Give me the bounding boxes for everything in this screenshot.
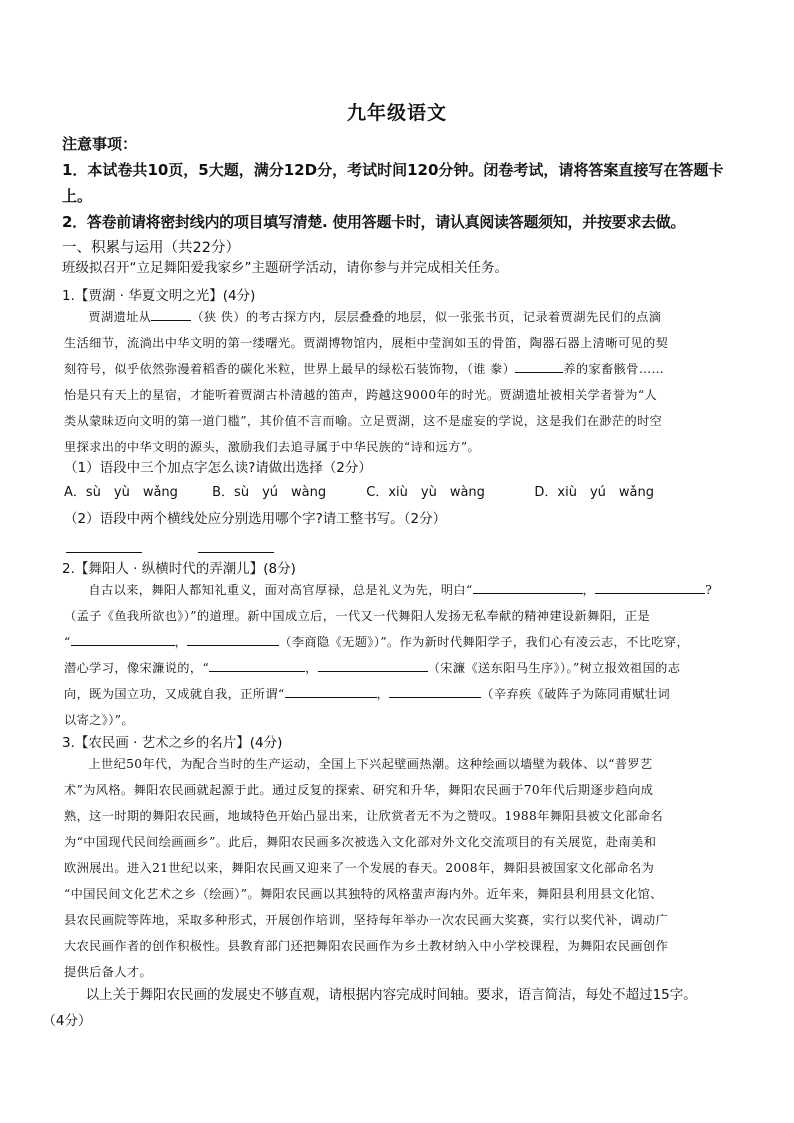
passage-text: 刻符号，似乎依然弥漫着稻香的碳化米粒，世界上最早的绿松石装饰物，（谁 豢） (64, 362, 516, 376)
question-2-passage (64, 577, 730, 733)
question-2-label: 2.【舞阳人 · 纵横时代的弄潮儿】(8分) (62, 561, 296, 577)
passage-text: （狭 佚）的考古探方内，层层叠叠的地层，似一张张书页，记录着贾湖先民们的点滴 (191, 310, 662, 324)
passage-text: “ (64, 635, 71, 649)
passage-text: 上世纪50年代，为配合当时的生产运动，全国上下兴起壁画热潮。这种绘画以墙壁为载体、以“普罗艺 (88, 757, 653, 771)
fill-blank[interactable] (595, 581, 705, 594)
passage-text: （孟子《鱼我所欲也》）”的道理。新中国成立后，一代又一代舞阳人发扬无私奉献的精神建设新舞阳，正是 (64, 609, 651, 623)
passage-text: 欧洲展出。进入21世纪以来，舞阳农民画又迎来了一个发展的春天。2008年，舞阳县被国家文化部命名为 (64, 861, 655, 875)
passage-text: 以寄之》）”。 (64, 713, 134, 727)
option-b[interactable]: B．sù yú wàng (212, 485, 327, 500)
passage-text: 怡是只有天上的星宿，才能听着贾湖古朴清越的笛声，跨越这9000年的时光。贾湖遗址被相关学者誉为“人 (64, 388, 658, 402)
option-a[interactable]: A．sù yù wǎng (64, 485, 178, 500)
passage-text: “中国民间文化艺术之乡（绘画）”。舞阳农民画以其独特的风格蜚声海内外。近年来，舞阳县利用县文化馆、 (64, 887, 663, 901)
question-1-sub-1: （1）语段中三个加点字怎么读?请做出选择（2分） (64, 460, 372, 476)
passage-text: 养的家畜骸骨…… (563, 362, 665, 376)
question-3-label: 3.【农民画 · 艺术之乡的名片】(4分) (62, 735, 283, 751)
fill-blank[interactable] (473, 581, 583, 594)
passage-text: 县农民画院等阵地，采取多种形式，开展创作培训，坚持每年举办一次农民画大奖赛，实行以奖代补，调动广 (64, 913, 669, 927)
passage-text: 为“中国现代民间绘画画乡”。此后，舞阳农民画多次被选入文化部对外文化交流项目的有关展览，赴南美和 (64, 835, 657, 849)
answer-line[interactable] (198, 552, 274, 553)
passage-text: （辛弃疾《破阵子为陈同甫赋壮词 (481, 687, 671, 701)
passage-text: 熟，这一时期的舞阳农民画，地域特色开始凸显出来，让欣赏者无不为之赞叹。1988年舞阳县被文化部命名 (64, 809, 664, 823)
question-1-options (64, 481, 684, 500)
passage-text: 大农民画作者的创作积极性。县教育部门还把舞阳农民画作为乡土教材纳入中小学校课程，为舞阳农民画创作 (64, 939, 669, 953)
passage-text: （李商隐《无题》）”。作为新时代舞阳学子，我们心有凌云志，不比吃穿， (279, 635, 690, 649)
question-1-sub-2: （2）语段中两个横线处应分别选用哪个字?请工整书写。（2分） (64, 511, 447, 527)
passage-text: ， (174, 635, 188, 649)
question-1-passage (64, 304, 730, 460)
task-text: 以上关于舞阳农民画的发展史不够直观，请根据内容完成时间轴。要求，语言简洁，每处不超过15字。 (85, 987, 697, 1003)
fill-blank[interactable] (71, 633, 175, 646)
question-3-task (42, 982, 744, 1034)
passage-text: 术”为风格。舞阳农民画就起源于此。通过反复的探索、研究和升华，舞阳农民画于70年代后期逐步趋向成 (64, 783, 654, 797)
question-3-passage (64, 751, 730, 985)
fill-blank[interactable] (515, 360, 563, 373)
fill-blank[interactable] (285, 685, 377, 698)
passage-text: 类从蒙昧迈向文明的第一道门槛”，其价值不言而喻。立足贾湖，这不是虚妄的学说，这是我们在渺茫的时空 (64, 414, 663, 428)
passage-text: 自古以来，舞阳人都知礼重义，面对高官厚禄，总是礼义为先，明白“ (88, 583, 473, 597)
passage-text: ， (305, 661, 318, 675)
passage-text: ? (705, 583, 713, 597)
passage-text: （宋濂《送东阳马生序》）。”树立报效祖国的志 (427, 661, 681, 675)
passage-text: 潜心学习，像宋濂说的，“ (64, 661, 210, 675)
fill-blank[interactable] (209, 659, 305, 672)
passage-text: 向，既为国立功，又成就自我，正所谓“ (64, 687, 285, 701)
exam-notes (62, 131, 742, 261)
activity-intro: 班级拟召开“立足舞阳爱我家乡”主题研学活动，请你参与并完成相关任务。 (62, 260, 508, 276)
fill-blank[interactable] (151, 308, 191, 321)
notes-item-2: 2．答卷前请将密封线内的项目填写清楚. 使用答题卡时，请认真阅读答题须知，并按要求去做。 (62, 213, 686, 231)
section-heading-1: 一、积累与运用（共22分） (62, 240, 240, 256)
passage-text: ， (582, 583, 596, 597)
passage-text: 里探求出的中华文明的源头，激励我们去追寻属于中华民族的“诗和远方”。 (64, 440, 481, 454)
answer-lines (66, 538, 330, 557)
passage-text: ， (376, 687, 390, 701)
option-d[interactable]: D．xiù yú wǎng (534, 485, 654, 500)
notes-item-1: 1．本试卷共10页，5大题，满分12D分，考试时间120分钟。闭卷考试，请将答案直接写在答题卡上。 (62, 161, 724, 205)
task-score: （4分） (42, 1013, 92, 1029)
notes-heading: 注意事项： (62, 135, 138, 153)
passage-text: 提供后备人才。 (64, 965, 153, 979)
page-title: 九年级语文 (346, 102, 447, 124)
fill-blank[interactable] (318, 659, 428, 672)
passage-text: 贾湖遗址从 (88, 310, 152, 324)
option-c[interactable]: C．xiù yù wàng (366, 485, 485, 500)
fill-blank[interactable] (389, 685, 481, 698)
fill-blank[interactable] (187, 633, 279, 646)
answer-line[interactable] (66, 552, 142, 553)
passage-text: 生活细节，流淌出中华文明的第一缕曙光。贾湖博物馆内，展柜中莹润如玉的骨笛，陶器石器上清晰可见的契 (64, 336, 669, 350)
question-1-label: 1.【贾湖 · 华夏文明之光】(4分) (62, 288, 256, 304)
